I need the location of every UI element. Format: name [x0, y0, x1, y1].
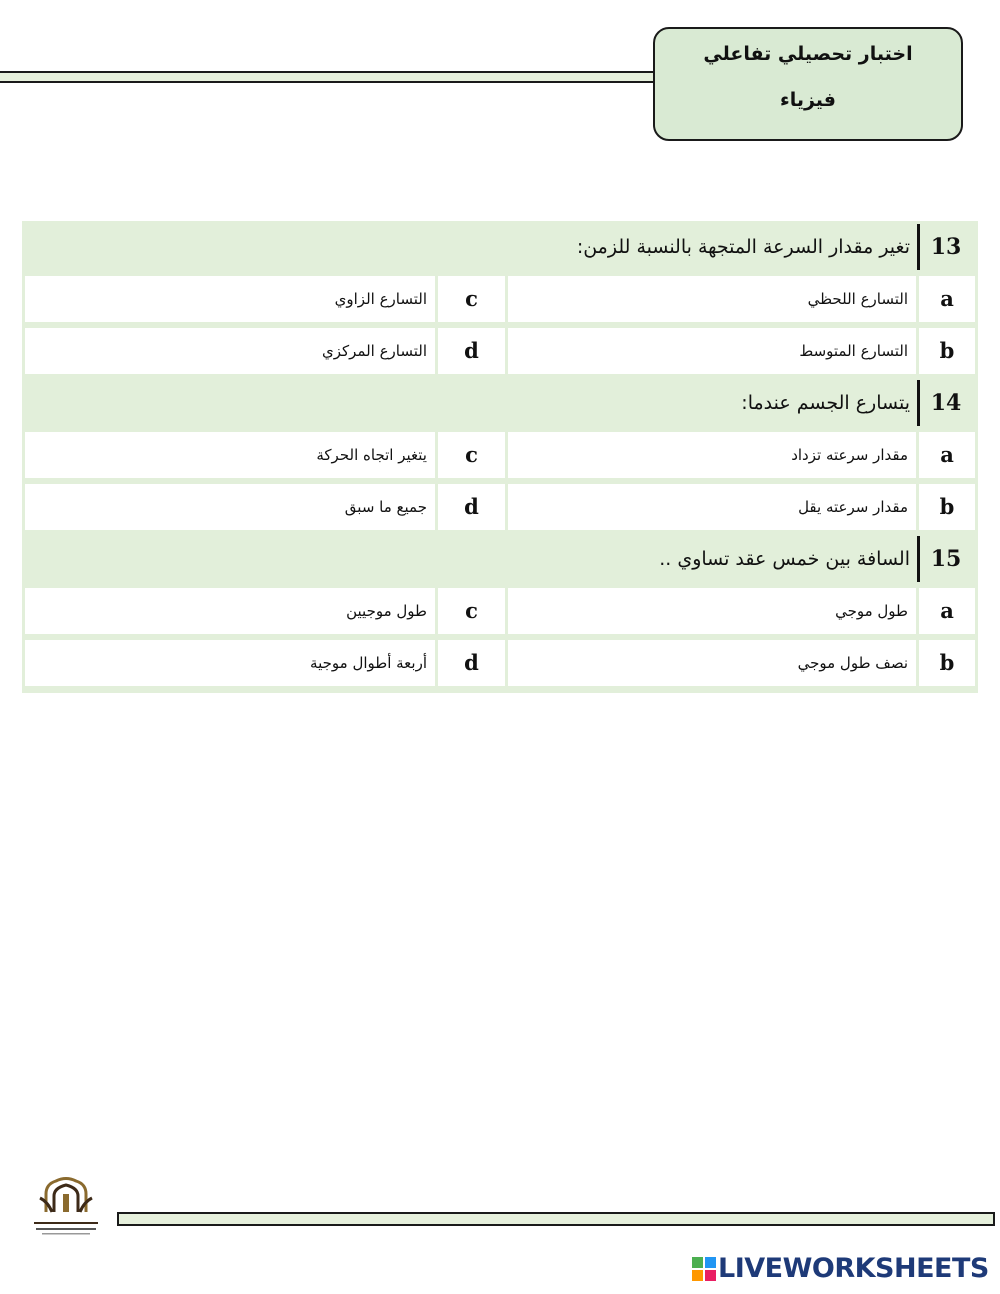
page-title: اختبار تحصيلي تفاعلي	[703, 43, 913, 65]
question-divider	[917, 380, 920, 426]
option-letter: a	[919, 432, 975, 478]
option-row	[22, 325, 978, 377]
question-divider	[917, 536, 920, 582]
option-answer[interactable]: أربعة أطوال موجية	[25, 640, 435, 686]
school-logo	[30, 1176, 102, 1246]
option-answer[interactable]: طول موجيين	[25, 588, 435, 634]
footer-rule	[117, 1212, 995, 1226]
question-number: 14	[930, 390, 962, 416]
option-answer[interactable]: جميع ما سبق	[25, 484, 435, 530]
quiz-table	[22, 221, 978, 693]
question-row	[22, 221, 978, 273]
option-answer[interactable]: طول موجي	[508, 588, 916, 634]
option-letter: a	[919, 276, 975, 322]
option-answer[interactable]: التسارع المركزي	[25, 328, 435, 374]
option-letter: d	[438, 484, 505, 530]
option-answer[interactable]: التسارع الزاوي	[25, 276, 435, 322]
option-letter: b	[919, 484, 975, 530]
question-text: يتسارع الجسم عندما:	[741, 392, 910, 414]
option-answer[interactable]: مقدار سرعته يقل	[508, 484, 916, 530]
question-row	[22, 533, 978, 585]
option-answer[interactable]: مقدار سرعته تزداد	[508, 432, 916, 478]
question-row	[22, 377, 978, 429]
school-logo-icon	[30, 1176, 102, 1246]
option-row	[22, 585, 978, 637]
title-box	[653, 27, 963, 141]
option-letter: c	[438, 588, 505, 634]
option-letter: b	[919, 328, 975, 374]
subject-label: فيزياء	[780, 89, 836, 111]
brand-tiles-icon	[692, 1257, 716, 1281]
question-text: السافة بين خمس عقد تساوي ..	[659, 548, 910, 570]
option-letter: d	[438, 328, 505, 374]
option-row	[22, 273, 978, 325]
option-answer[interactable]: التسارع المتوسط	[508, 328, 916, 374]
option-answer[interactable]: نصف طول موجي	[508, 640, 916, 686]
question-number: 15	[930, 546, 962, 572]
option-letter: b	[919, 640, 975, 686]
option-letter: a	[919, 588, 975, 634]
option-letter: c	[438, 432, 505, 478]
question-text: تغير مقدار السرعة المتجهة بالنسبة للزمن:	[576, 236, 910, 258]
option-row	[22, 637, 978, 689]
question-divider	[917, 224, 920, 270]
option-letter: d	[438, 640, 505, 686]
option-row	[22, 481, 978, 533]
liveworksheets-logo	[692, 1252, 992, 1286]
brand-name: LIVEWORKSHEETS	[718, 1253, 989, 1284]
option-answer[interactable]: يتغير اتجاه الحركة	[25, 432, 435, 478]
question-number: 13	[930, 234, 962, 260]
option-row	[22, 429, 978, 481]
option-answer[interactable]: التسارع اللحظي	[508, 276, 916, 322]
header-rule	[0, 71, 660, 83]
option-letter: c	[438, 276, 505, 322]
